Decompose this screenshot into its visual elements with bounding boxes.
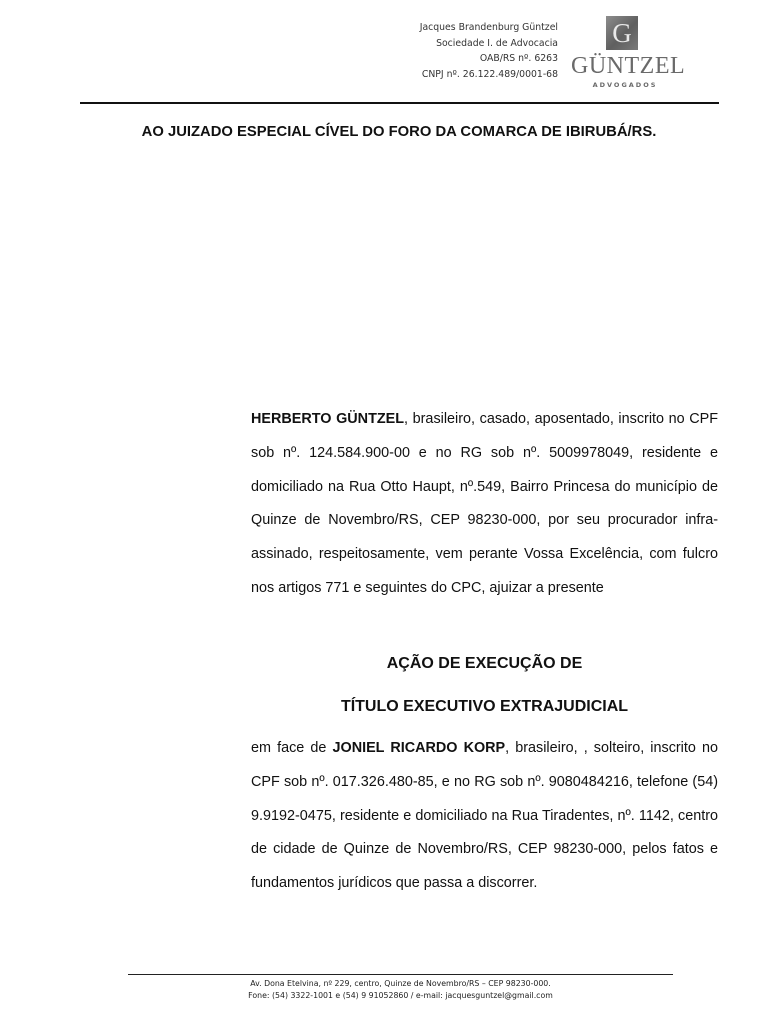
plaintiff-details: , brasileiro, casado, aposentado, inscrito no CPF sob nº. 124.584.900-00 e no RG sob nº. 5009978049, residente e domiciliado na Rua Otto Haupt, nº.549, Bairro Princesa do município de Quinze de Novembro/RS, CEP 98230-000, por seu procurador infra-assinado, respeitosamente, vem perante Vossa Excelência, com fulcro nos artigos 771 e seguintes do CPC, ajuizar a presente — [251, 411, 718, 596]
plaintiff-name: HERBERTO GÜNTZEL — [251, 411, 405, 427]
firm-type: Sociedade I. de Advocacia — [436, 37, 558, 49]
plaintiff-paragraph — [251, 403, 718, 606]
footer-address: Av. Dona Etelvina, nº 229, centro, Quinze de Novembro/RS – CEP 98230-000. — [250, 979, 551, 988]
cnpj-number: CNPJ nº. 26.122.489/0001-68 — [421, 68, 558, 80]
footer — [128, 978, 673, 1002]
court-heading: AO JUIZADO ESPECIAL CÍVEL DO FORO DA COMARCA DE IBIRUBÁ/RS. — [141, 124, 657, 140]
defendant-paragraph — [251, 732, 718, 901]
letterhead-text — [298, 20, 558, 82]
footer-contact: Fone: (54) 3322-1001 e (54) 9 91052860 / e-mail: jacquesguntzel@gmail.com — [248, 991, 553, 1000]
logo-tagline: ADVOGADOS — [592, 81, 658, 89]
defendant-details: , brasileiro, , solteiro, inscrito no CPF sob nº. 017.326.480-85, e no RG sob nº. 9080484216, telefone (54) 9.9192-0475, residente e domiciliado na Rua Tiradentes, nº. 1142, centro de cidade de Quinze de Novembro/RS, CEP 98230-000, pelos fatos e fundamentos jurídicos que passa a discorrer. — [251, 740, 718, 892]
header-divider — [80, 102, 719, 104]
firm-logo — [569, 16, 687, 90]
logo-wordmark: GÜNTZEL — [571, 53, 686, 79]
action-title-line-1: AÇÃO DE EXECUÇÃO DE — [386, 655, 583, 672]
logo-monogram-icon: G — [606, 16, 638, 50]
footer-divider — [128, 974, 673, 975]
oab-number: OAB/RS nº. 6263 — [479, 53, 558, 64]
firm-owner-name: Jacques Brandenburg Güntzel — [419, 22, 558, 33]
defendant-prefix: em face de — [251, 740, 333, 756]
action-title-line-2: TÍTULO EXECUTIVO EXTRAJUDICIAL — [340, 698, 629, 715]
defendant-name: JONIEL RICARDO KORP — [332, 740, 506, 756]
